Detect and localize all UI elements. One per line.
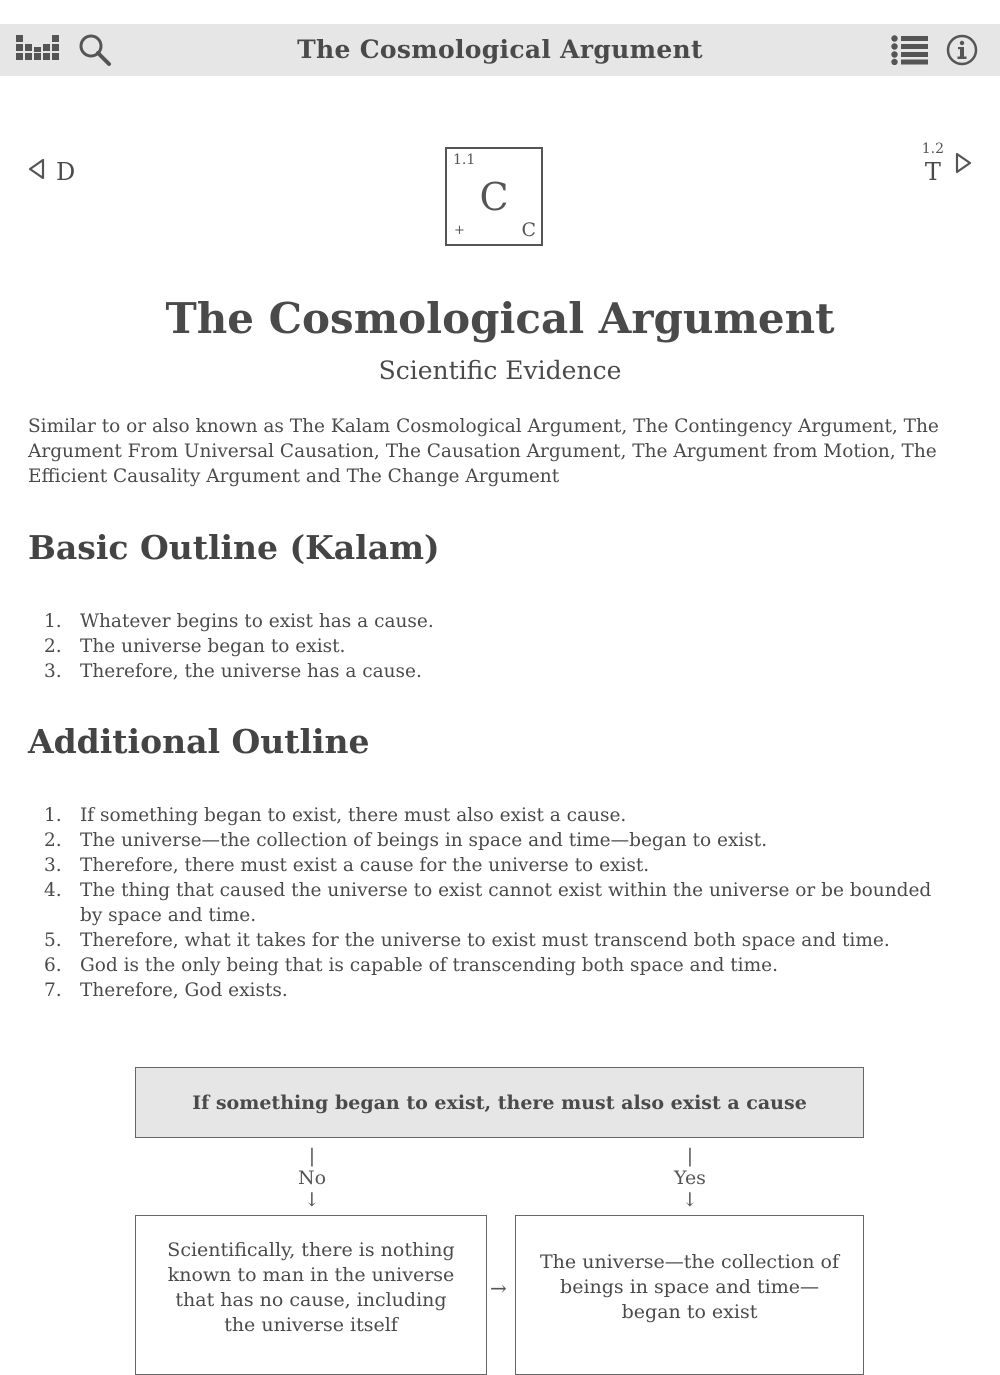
basic-outline-list bbox=[44, 609, 950, 684]
flow-connector: | bbox=[686, 1145, 694, 1167]
additional-outline-list bbox=[44, 803, 950, 1003]
element-symbol: C bbox=[479, 175, 509, 219]
list-item: 1. If something began to exist, there must also exist a cause. bbox=[44, 805, 627, 826]
flow-question-box: If something began to exist, there must also exist a cause bbox=[135, 1067, 864, 1138]
flow-yes-label: Yes bbox=[674, 1167, 706, 1189]
element-number: 1.1 bbox=[453, 152, 476, 168]
additional-outline-heading: Additional Outline bbox=[28, 722, 370, 761]
topbar-title: The Cosmological Argument bbox=[297, 35, 703, 64]
triangle-right-icon bbox=[954, 152, 972, 174]
list-item: 5. Therefore, what it takes for the universe to exist must transcend both space and time. bbox=[44, 930, 890, 951]
top-bar bbox=[0, 24, 1000, 76]
flow-down-arrow: ↓ bbox=[304, 1189, 320, 1211]
next-element-number: 1.2 bbox=[921, 141, 944, 157]
list-item: 2. The universe began to exist. bbox=[44, 636, 346, 657]
list-item: 3. Therefore, the universe has a cause. bbox=[44, 661, 422, 682]
flow-branch-no bbox=[282, 1145, 342, 1211]
flow-yes-box: The universe—the collection of beings in space and time—began to exist bbox=[515, 1215, 864, 1375]
info-icon[interactable] bbox=[946, 24, 978, 76]
flow-right-arrow: → bbox=[490, 1276, 507, 1300]
flow-branch-yes bbox=[660, 1145, 720, 1211]
list-icon[interactable] bbox=[891, 24, 929, 76]
flow-no-box: Scientifically, there is nothing known to man in the universe that has no cause, including the universe itself bbox=[135, 1215, 487, 1375]
flow-down-arrow: ↓ bbox=[682, 1189, 698, 1211]
next-element-letter: T bbox=[924, 158, 941, 186]
previous-element-letter: D bbox=[56, 158, 76, 186]
previous-element-nav[interactable] bbox=[28, 152, 75, 186]
list-item: 6. God is the only being that is capable of transcending both space and time. bbox=[44, 955, 778, 976]
page-title: The Cosmological Argument bbox=[165, 294, 835, 343]
page-subtitle: Scientific Evidence bbox=[378, 356, 622, 385]
list-item: 2. The universe—the collection of beings in space and time—began to exist. bbox=[44, 830, 768, 851]
flow-no-label: No bbox=[297, 1167, 327, 1189]
element-small-symbol: C bbox=[521, 219, 536, 241]
next-element-nav[interactable] bbox=[922, 142, 972, 184]
list-item: 4. The thing that caused the universe to exist cannot exist within the universe or be bounded by space and time. bbox=[44, 880, 932, 926]
list-item: 1. Whatever begins to exist has a cause. bbox=[44, 611, 434, 632]
triangle-left-icon bbox=[28, 158, 46, 180]
flow-connector: | bbox=[308, 1145, 316, 1167]
also-known-as: Similar to or also known as The Kalam Cosmological Argument, The Contingency Argument, The Argument From Universal Causation, The Causation Argument, The Argument from Motion, The Efficient Causality Argument and The Change Argument bbox=[28, 416, 939, 487]
list-item: 7. Therefore, God exists. bbox=[44, 980, 288, 1001]
element-plus: + bbox=[454, 223, 465, 238]
basic-outline-heading: Basic Outline (Kalam) bbox=[28, 528, 440, 567]
list-item: 3. Therefore, there must exist a cause for the universe to exist. bbox=[44, 855, 650, 876]
element-tile bbox=[445, 147, 543, 246]
